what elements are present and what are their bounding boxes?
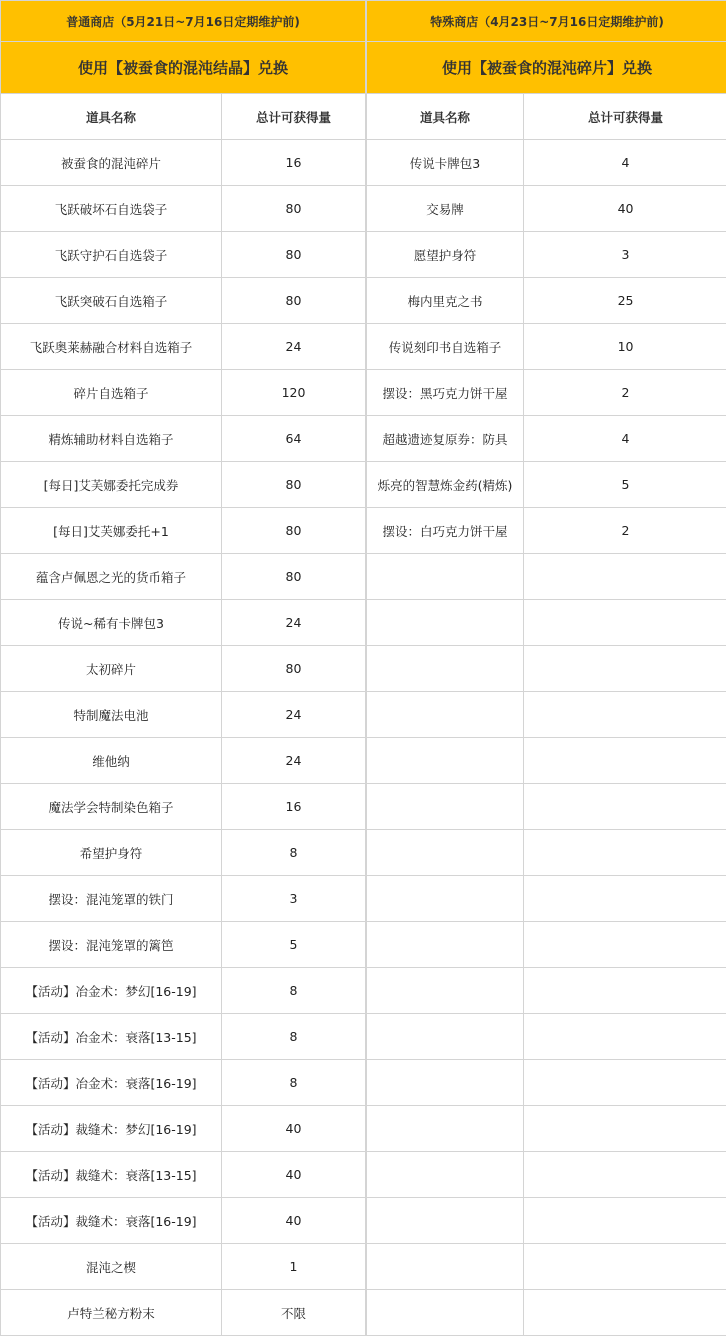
table-row (367, 1244, 726, 1290)
table-row (1, 1106, 366, 1152)
special-shop-table (366, 0, 726, 1336)
item-quantity-cell: 1 (222, 1244, 366, 1290)
item-quantity-cell: 24 (222, 600, 366, 646)
table-row (367, 922, 726, 968)
empty-cell (524, 1290, 726, 1336)
empty-cell (524, 1106, 726, 1152)
table-row (1, 1198, 366, 1244)
empty-cell (367, 1198, 524, 1244)
table-row (1, 324, 366, 370)
empty-cell (367, 1152, 524, 1198)
item-name-cell: 【活动】冶金术：梦幻[16-19] (1, 968, 222, 1014)
table-row (367, 186, 726, 232)
table-row (367, 784, 726, 830)
table-row (367, 1106, 726, 1152)
table-row (367, 140, 726, 186)
empty-cell (524, 1152, 726, 1198)
empty-cell (524, 692, 726, 738)
item-quantity-cell: 40 (222, 1152, 366, 1198)
item-quantity-cell: 80 (222, 462, 366, 508)
item-name-cell: 摆设：混沌笼罩的铁门 (1, 876, 222, 922)
empty-cell (524, 646, 726, 692)
empty-cell (524, 784, 726, 830)
empty-cell (367, 692, 524, 738)
table-row (367, 1152, 726, 1198)
item-name-cell: 交易牌 (367, 186, 524, 232)
table-row (367, 416, 726, 462)
item-quantity-cell: 24 (222, 692, 366, 738)
item-quantity-cell: 80 (222, 278, 366, 324)
item-name-cell: 【活动】裁缝术：梦幻[16-19] (1, 1106, 222, 1152)
item-name-cell: 混沌之楔 (1, 1244, 222, 1290)
item-name-cell: 烁亮的智慧炼金药(精炼) (367, 462, 524, 508)
table-row (367, 1198, 726, 1244)
table-row (367, 1290, 726, 1336)
item-quantity-cell: 2 (524, 370, 726, 416)
item-name-cell: 魔法学会特制染色箱子 (1, 784, 222, 830)
table-row (1, 784, 366, 830)
table-row (367, 232, 726, 278)
item-name-cell: 【活动】裁缝术：衰落[13-15] (1, 1152, 222, 1198)
table-row (1, 186, 366, 232)
table-row (367, 600, 726, 646)
empty-cell (367, 876, 524, 922)
item-name-cell: 飞跃守护石自选袋子 (1, 232, 222, 278)
item-name-cell: [每日]艾芙娜委托+1 (1, 508, 222, 554)
item-name-cell: 卢特兰秘方粉末 (1, 1290, 222, 1336)
item-name-cell: 传说刻印书自选箱子 (367, 324, 524, 370)
item-name-cell: 【活动】冶金术：衰落[16-19] (1, 1060, 222, 1106)
item-quantity-cell: 24 (222, 738, 366, 784)
item-quantity-cell: 8 (222, 968, 366, 1014)
item-quantity-cell: 16 (222, 140, 366, 186)
item-name-cell: 被蚕食的混沌碎片 (1, 140, 222, 186)
table-row (367, 876, 726, 922)
empty-cell (367, 968, 524, 1014)
item-name-cell: 精炼辅助材料自选箱子 (1, 416, 222, 462)
empty-cell (367, 1244, 524, 1290)
item-name-cell: 传说卡牌包3 (367, 140, 524, 186)
special-shop-subtitle: 使用【被蚕食的混沌碎片】兑换 (367, 42, 726, 94)
empty-cell (524, 1244, 726, 1290)
item-quantity-cell: 4 (524, 140, 726, 186)
empty-cell (367, 830, 524, 876)
item-quantity-cell: 120 (222, 370, 366, 416)
empty-cell (524, 922, 726, 968)
empty-cell (367, 1106, 524, 1152)
item-quantity-cell: 24 (222, 324, 366, 370)
empty-cell (524, 876, 726, 922)
table-row (367, 324, 726, 370)
empty-cell (524, 738, 726, 784)
table-row (367, 1060, 726, 1106)
table-row (1, 140, 366, 186)
item-quantity-cell: 5 (524, 462, 726, 508)
table-row (1, 1060, 366, 1106)
table-row (367, 462, 726, 508)
item-quantity-cell: 10 (524, 324, 726, 370)
empty-cell (367, 1014, 524, 1060)
item-name-cell: 太初碎片 (1, 646, 222, 692)
empty-cell (367, 1290, 524, 1336)
table-row (1, 922, 366, 968)
table-row (367, 1014, 726, 1060)
table-row (1, 692, 366, 738)
item-name-cell: 希望护身符 (1, 830, 222, 876)
item-quantity-cell: 64 (222, 416, 366, 462)
table-row (1, 232, 366, 278)
item-name-cell: 飞跃破坏石自选袋子 (1, 186, 222, 232)
table-row (1, 646, 366, 692)
table-row (367, 738, 726, 784)
normal-shop-subtitle: 使用【被蚕食的混沌结晶】兑换 (1, 42, 366, 94)
empty-cell (524, 554, 726, 600)
item-quantity-cell: 3 (222, 876, 366, 922)
item-quantity-cell: 80 (222, 186, 366, 232)
table-row (367, 554, 726, 600)
item-quantity-cell: 2 (524, 508, 726, 554)
item-quantity-cell: 80 (222, 646, 366, 692)
table-row (367, 370, 726, 416)
item-name-cell: 飞跃突破石自选箱子 (1, 278, 222, 324)
item-quantity-cell: 80 (222, 508, 366, 554)
empty-cell (524, 1014, 726, 1060)
item-quantity-cell: 8 (222, 1014, 366, 1060)
item-quantity-cell: 40 (524, 186, 726, 232)
empty-cell (367, 738, 524, 784)
item-name-cell: 摆设：混沌笼罩的篱笆 (1, 922, 222, 968)
table-row (367, 278, 726, 324)
empty-cell (367, 646, 524, 692)
table-row (1, 416, 366, 462)
table-row (1, 968, 366, 1014)
empty-cell (524, 600, 726, 646)
table-row (1, 1152, 366, 1198)
empty-cell (524, 1060, 726, 1106)
empty-cell (524, 1198, 726, 1244)
table-row (367, 508, 726, 554)
item-name-cell: 愿望护身符 (367, 232, 524, 278)
empty-cell (524, 830, 726, 876)
table-row (1, 508, 366, 554)
item-quantity-cell: 4 (524, 416, 726, 462)
column-header-quantity: 总计可获得量 (222, 94, 366, 140)
table-row (1, 462, 366, 508)
column-header-quantity: 总计可获得量 (524, 94, 726, 140)
item-name-cell: 传说~稀有卡牌包3 (1, 600, 222, 646)
table-row (1, 600, 366, 646)
table-row (1, 1244, 366, 1290)
item-name-cell: 特制魔法电池 (1, 692, 222, 738)
item-name-cell: 飞跃奥莱赫融合材料自选箱子 (1, 324, 222, 370)
column-header-item-name: 道具名称 (1, 94, 222, 140)
item-quantity-cell: 3 (524, 232, 726, 278)
column-header-item-name: 道具名称 (367, 94, 524, 140)
item-name-cell: 摆设：黑巧克力饼干屋 (367, 370, 524, 416)
item-quantity-cell: 16 (222, 784, 366, 830)
table-row (1, 1290, 366, 1336)
table-row (367, 692, 726, 738)
item-quantity-cell: 不限 (222, 1290, 366, 1336)
item-name-cell: 蕴含卢佩恩之光的货币箱子 (1, 554, 222, 600)
item-name-cell: 碎片自选箱子 (1, 370, 222, 416)
item-quantity-cell: 40 (222, 1198, 366, 1244)
table-row (1, 738, 366, 784)
table-row (1, 278, 366, 324)
empty-cell (367, 784, 524, 830)
table-row (1, 1014, 366, 1060)
empty-cell (524, 968, 726, 1014)
table-row (1, 830, 366, 876)
table-row (1, 876, 366, 922)
item-name-cell: [每日]艾芙娜委托完成券 (1, 462, 222, 508)
table-row (367, 646, 726, 692)
item-name-cell: 【活动】裁缝术：衰落[16-19] (1, 1198, 222, 1244)
item-name-cell: 超越遗迹复原券：防具 (367, 416, 524, 462)
item-quantity-cell: 8 (222, 830, 366, 876)
item-quantity-cell: 5 (222, 922, 366, 968)
table-row (1, 370, 366, 416)
item-name-cell: 摆设：白巧克力饼干屋 (367, 508, 524, 554)
empty-cell (367, 922, 524, 968)
normal-shop-title: 普通商店（5月21日~7月16日定期维护前) (1, 1, 366, 42)
item-name-cell: 维他纳 (1, 738, 222, 784)
empty-cell (367, 600, 524, 646)
empty-cell (367, 1060, 524, 1106)
item-quantity-cell: 25 (524, 278, 726, 324)
item-quantity-cell: 80 (222, 554, 366, 600)
item-quantity-cell: 8 (222, 1060, 366, 1106)
table-row (367, 968, 726, 1014)
item-quantity-cell: 80 (222, 232, 366, 278)
empty-cell (367, 554, 524, 600)
special-shop-title: 特殊商店（4月23日~7月16日定期维护前) (367, 1, 726, 42)
item-name-cell: 梅内里克之书 (367, 278, 524, 324)
table-row (367, 830, 726, 876)
item-quantity-cell: 40 (222, 1106, 366, 1152)
item-name-cell: 【活动】冶金术：衰落[13-15] (1, 1014, 222, 1060)
table-row (1, 554, 366, 600)
